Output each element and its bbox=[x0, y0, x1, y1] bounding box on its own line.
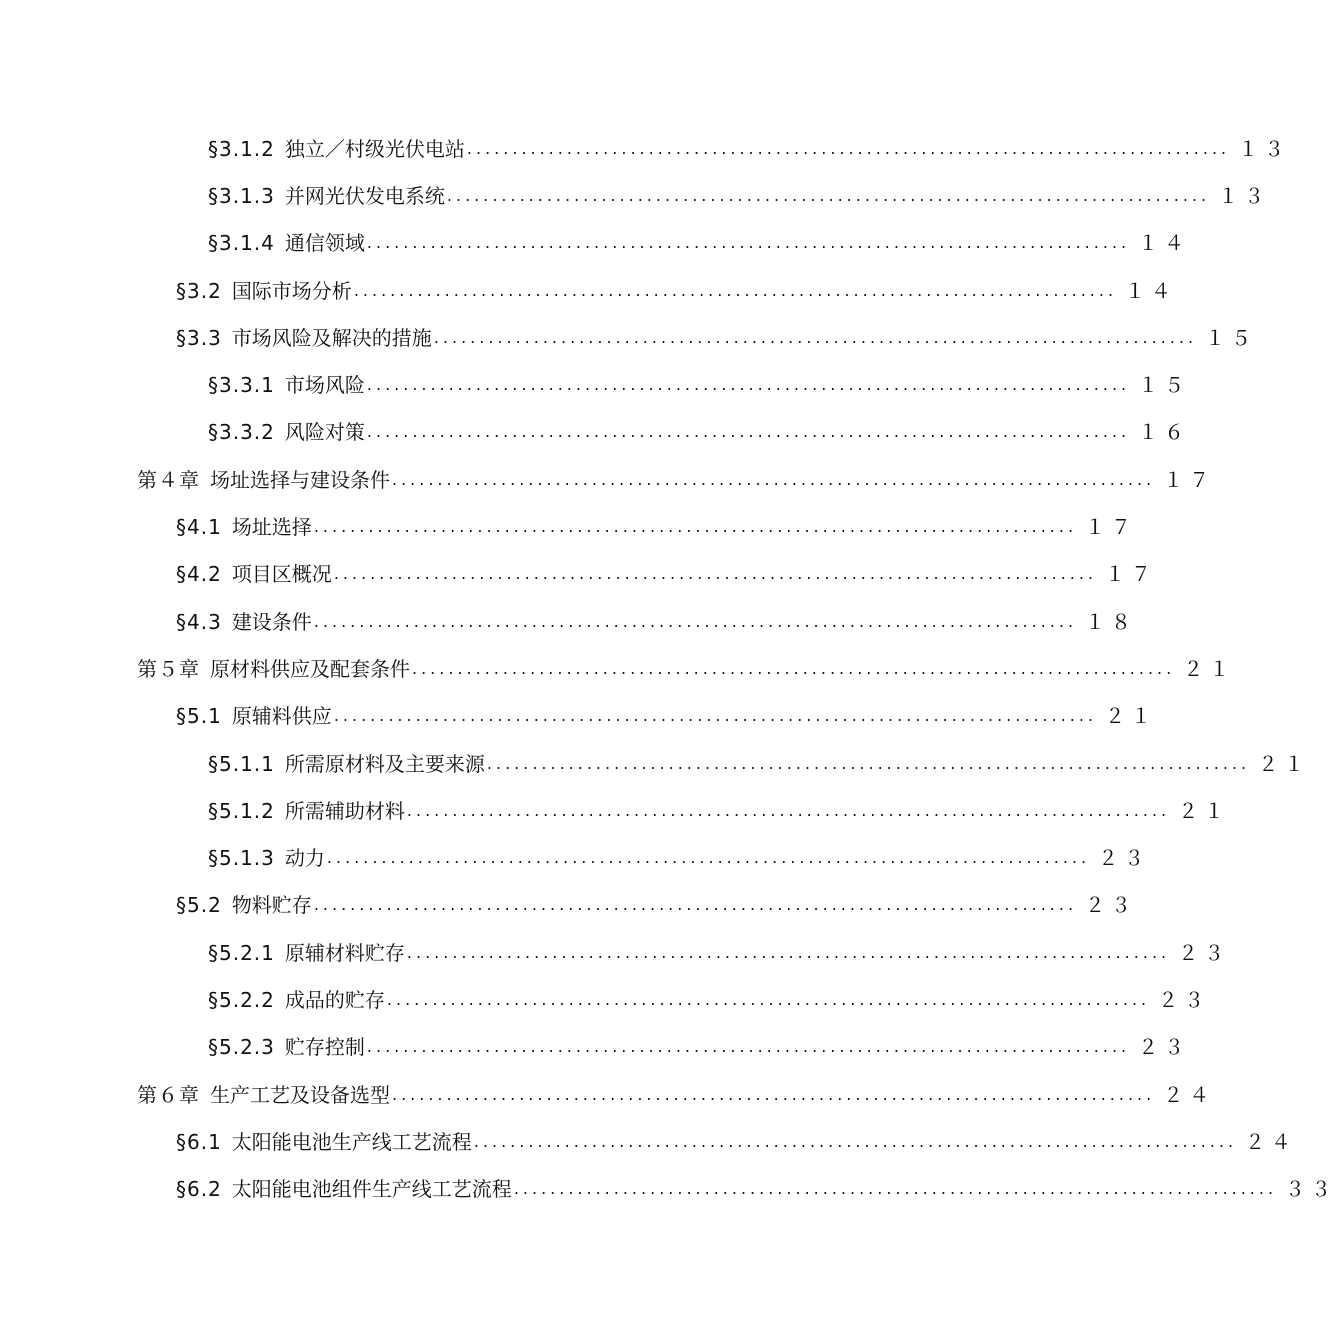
toc-entry-title: 原辅材料贮存 bbox=[284, 940, 405, 965]
toc-entry[interactable] bbox=[0, 645, 1236, 692]
toc-entry[interactable] bbox=[0, 1071, 1216, 1118]
dot-leader: .................................................................................... bbox=[406, 800, 1171, 820]
toc-entry-page: １５ bbox=[1138, 373, 1191, 398]
dot-leader: .................................................................................... bbox=[412, 658, 1176, 678]
toc-entry-number: §5.2.1 bbox=[208, 940, 275, 965]
dot-leader: .................................................................................... bbox=[433, 327, 1198, 347]
toc-entry[interactable] bbox=[0, 503, 1138, 550]
toc-entry-number: §3.2 bbox=[176, 278, 222, 303]
toc-entry-page: ２３ bbox=[1158, 987, 1211, 1012]
dot-leader: .................................................................................... bbox=[313, 517, 1078, 537]
dot-leader: .................................................................................... bbox=[313, 895, 1078, 915]
toc-entry-title: 国际市场分析 bbox=[231, 278, 352, 303]
toc-entry-page: ２１ bbox=[1178, 798, 1231, 823]
dot-leader: .................................................................................... bbox=[313, 611, 1078, 631]
toc-entry-title: 太阳能电池生产线工艺流程 bbox=[231, 1129, 472, 1154]
toc-entry-number: §5.1.1 bbox=[208, 751, 275, 776]
toc-entry-page: １７ bbox=[1163, 467, 1216, 492]
toc-entry-title: 项目区概况 bbox=[231, 562, 332, 587]
toc-entry[interactable] bbox=[0, 976, 1211, 1023]
toc-entry-title: 市场风险 bbox=[284, 373, 365, 398]
toc-entry-number: §6.2 bbox=[176, 1177, 222, 1202]
toc-entry-number: §3.1.2 bbox=[208, 136, 275, 161]
toc-entry-number: §5.2 bbox=[176, 893, 222, 918]
toc-entry[interactable] bbox=[0, 834, 1151, 881]
toc-entry-page: ２３ bbox=[1098, 846, 1151, 871]
dot-leader: .................................................................................... bbox=[513, 1179, 1278, 1199]
toc-entry[interactable] bbox=[0, 740, 1311, 787]
dot-leader: .................................................................................... bbox=[486, 753, 1251, 773]
toc-entry-title: 建设条件 bbox=[231, 609, 312, 634]
toc-entry[interactable] bbox=[0, 1118, 1298, 1165]
dot-leader: .................................................................................... bbox=[366, 375, 1131, 395]
toc-entry-page: ２３ bbox=[1178, 940, 1231, 965]
toc-entry-page: １６ bbox=[1138, 420, 1191, 445]
toc-entry-number: §5.2.2 bbox=[208, 987, 275, 1012]
toc-entry-title: 所需原材料及主要来源 bbox=[284, 751, 485, 776]
dot-leader: .................................................................................... bbox=[386, 989, 1151, 1009]
toc-entry-number: §3.3 bbox=[176, 325, 222, 350]
dot-leader: .................................................................................... bbox=[473, 1131, 1238, 1151]
toc-entry-title: 太阳能电池组件生产线工艺流程 bbox=[231, 1177, 512, 1202]
toc-entry-page: ３３ bbox=[1285, 1177, 1337, 1202]
toc-entry-number: §5.2.3 bbox=[208, 1035, 275, 1060]
toc-entry-number: §4.3 bbox=[176, 609, 222, 634]
toc-entry[interactable] bbox=[0, 125, 1291, 172]
dot-leader: .................................................................................... bbox=[366, 422, 1131, 442]
toc-entry-page: ２４ bbox=[1245, 1129, 1298, 1154]
toc-entry[interactable] bbox=[0, 693, 1158, 740]
toc-entry-page: ２４ bbox=[1163, 1082, 1216, 1107]
toc-entry-title: 通信领域 bbox=[284, 231, 365, 256]
toc-entry-number: §5.1.2 bbox=[208, 798, 275, 823]
toc-entry-page: １７ bbox=[1085, 515, 1138, 540]
dot-leader: .................................................................................... bbox=[353, 280, 1118, 300]
toc-entry-page: ２３ bbox=[1138, 1035, 1191, 1060]
toc-entry[interactable] bbox=[0, 551, 1158, 598]
toc-entry-title: 原辅料供应 bbox=[231, 704, 332, 729]
toc-entry-page: ２１ bbox=[1258, 751, 1311, 776]
toc-entry-title: 场址选择 bbox=[231, 515, 312, 540]
toc-entry-title: 市场风险及解决的措施 bbox=[231, 325, 432, 350]
toc-entry-number: §3.1.4 bbox=[208, 231, 275, 256]
toc-entry[interactable] bbox=[0, 361, 1191, 408]
toc-entry-number: §4.1 bbox=[176, 515, 222, 540]
toc-entry-page: ２１ bbox=[1105, 704, 1158, 729]
toc-entry-title: 生产工艺及设备选型 bbox=[210, 1082, 390, 1107]
toc-entry-number: §3.1.3 bbox=[208, 183, 275, 208]
toc-entry-title: 所需辅助材料 bbox=[284, 798, 405, 823]
toc-entry-title: 并网光伏发电系统 bbox=[284, 183, 445, 208]
toc-entry-title: 独立／村级光伏电站 bbox=[284, 136, 465, 161]
toc-entry-number: §5.1.3 bbox=[208, 846, 275, 871]
toc-entry[interactable] bbox=[0, 172, 1271, 219]
dot-leader: .................................................................................... bbox=[366, 1037, 1131, 1057]
toc-entry[interactable] bbox=[0, 1024, 1191, 1071]
dot-leader: .................................................................................... bbox=[366, 233, 1131, 253]
toc-entry-title: 场址选择与建设条件 bbox=[210, 467, 390, 492]
toc-entry-number: §6.1 bbox=[176, 1129, 222, 1154]
toc-entry[interactable] bbox=[0, 409, 1191, 456]
dot-leader: .................................................................................... bbox=[392, 469, 1156, 489]
toc-entry-title: 贮存控制 bbox=[284, 1035, 365, 1060]
toc-entry-page: ２１ bbox=[1183, 656, 1236, 681]
toc-entry-page: ２３ bbox=[1085, 893, 1138, 918]
toc-entry[interactable] bbox=[0, 267, 1178, 314]
dot-leader: .................................................................................... bbox=[326, 848, 1091, 868]
table-of-contents bbox=[0, 125, 1337, 1213]
toc-entry-number: 第４章 bbox=[137, 467, 200, 492]
toc-entry-number: §5.1 bbox=[176, 704, 222, 729]
toc-entry-page: １５ bbox=[1205, 325, 1258, 350]
toc-entry-title: 动力 bbox=[284, 846, 325, 871]
toc-entry-page: １３ bbox=[1218, 183, 1271, 208]
dot-leader: .................................................................................... bbox=[392, 1084, 1156, 1104]
toc-entry-page: １７ bbox=[1105, 562, 1158, 587]
toc-entry-title: 物料贮存 bbox=[231, 893, 312, 918]
toc-entry-number: §3.3.2 bbox=[208, 420, 275, 445]
toc-entry-number: 第５章 bbox=[137, 656, 200, 681]
toc-entry[interactable] bbox=[0, 882, 1138, 929]
toc-entry[interactable] bbox=[0, 456, 1216, 503]
toc-entry-title: 成品的贮存 bbox=[284, 987, 385, 1012]
toc-entry[interactable] bbox=[0, 598, 1138, 645]
dot-leader: .................................................................................... bbox=[406, 942, 1171, 962]
toc-entry[interactable] bbox=[0, 787, 1231, 834]
toc-entry[interactable] bbox=[0, 1166, 1337, 1213]
dot-leader: .................................................................................... bbox=[333, 564, 1098, 584]
dot-leader: .................................................................................... bbox=[446, 185, 1211, 205]
dot-leader: .................................................................................... bbox=[333, 706, 1098, 726]
toc-entry[interactable] bbox=[0, 314, 1258, 361]
toc-entry-title: 原材料供应及配套条件 bbox=[210, 656, 410, 681]
toc-entry[interactable] bbox=[0, 220, 1191, 267]
toc-entry-number: §4.2 bbox=[176, 562, 222, 587]
toc-entry-page: １８ bbox=[1085, 609, 1138, 634]
dot-leader: .................................................................................... bbox=[466, 138, 1231, 158]
toc-entry-number: 第６章 bbox=[137, 1082, 200, 1107]
toc-entry-page: １４ bbox=[1138, 231, 1191, 256]
toc-entry-number: §3.3.1 bbox=[208, 373, 275, 398]
toc-entry-title: 风险对策 bbox=[284, 420, 365, 445]
toc-entry[interactable] bbox=[0, 929, 1231, 976]
toc-entry-page: １３ bbox=[1238, 136, 1291, 161]
toc-entry-page: １４ bbox=[1125, 278, 1178, 303]
